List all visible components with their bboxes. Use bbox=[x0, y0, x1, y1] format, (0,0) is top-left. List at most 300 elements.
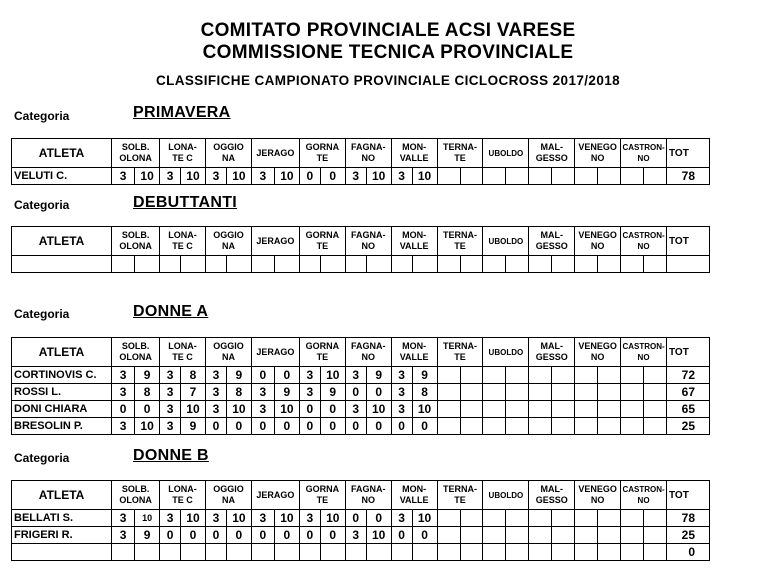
race-column-header bbox=[575, 338, 621, 367]
race-header-line2: OLONA bbox=[119, 241, 152, 251]
race-header-line2: GESSO bbox=[535, 495, 568, 505]
score-cell bbox=[226, 544, 251, 561]
score-cell: 3 bbox=[299, 384, 320, 401]
race-header-line2: NA bbox=[221, 153, 235, 163]
race-header-line2: GESSO bbox=[535, 352, 568, 362]
score-cell: 3 bbox=[391, 510, 412, 527]
score-cell bbox=[529, 367, 552, 384]
category-name-debuttanti: DEBUTTANTI bbox=[133, 194, 238, 211]
score-cell: 9 bbox=[180, 418, 205, 435]
race-header-line1: JERAGO bbox=[256, 489, 295, 500]
score-cell bbox=[483, 527, 506, 544]
score-cell: 8 bbox=[226, 384, 251, 401]
athlete-name-cell bbox=[12, 544, 112, 561]
score-cell bbox=[483, 510, 506, 527]
race-column-header bbox=[621, 338, 667, 367]
score-cell bbox=[180, 256, 205, 273]
score-cell: 0 bbox=[226, 527, 251, 544]
score-cell: 0 bbox=[274, 418, 299, 435]
score-cell: 0 bbox=[366, 384, 391, 401]
race-column-header bbox=[529, 227, 575, 256]
race-header-line1: JERAGO bbox=[256, 346, 295, 357]
table-row bbox=[12, 367, 710, 384]
race-column-header bbox=[621, 139, 667, 168]
race-header-line1: MON- bbox=[402, 142, 427, 152]
score-cell bbox=[506, 418, 529, 435]
score-cell: 3 bbox=[345, 367, 366, 384]
score-cell bbox=[644, 527, 667, 544]
score-cell bbox=[483, 256, 506, 273]
score-cell bbox=[412, 544, 437, 561]
score-cell: 10 bbox=[180, 401, 205, 418]
total-cell bbox=[666, 256, 709, 273]
race-header-line2: TE bbox=[316, 153, 329, 163]
score-cell bbox=[621, 510, 644, 527]
score-cell: 3 bbox=[299, 510, 320, 527]
total-column-header: TOT bbox=[666, 227, 709, 256]
score-cell: 0 bbox=[206, 418, 227, 435]
race-header-line1: FAGNA- bbox=[350, 230, 386, 240]
score-cell: 9 bbox=[366, 367, 391, 384]
score-cell: 10 bbox=[274, 168, 299, 185]
race-header-line1: CASTRON- bbox=[622, 143, 665, 152]
race-header-line1: OGGIO bbox=[213, 341, 244, 351]
race-header-line1: TERNA- bbox=[443, 341, 477, 351]
table-row bbox=[12, 168, 710, 185]
category-name-donne-a: DONNE A bbox=[133, 303, 209, 320]
score-cell: 0 bbox=[135, 401, 160, 418]
score-cell: 10 bbox=[274, 401, 299, 418]
score-cell bbox=[598, 384, 621, 401]
race-column-header bbox=[299, 139, 345, 168]
score-cell bbox=[506, 367, 529, 384]
table-header-row bbox=[12, 338, 710, 367]
category-name-primavera: PRIMAVERA bbox=[133, 104, 231, 121]
score-cell bbox=[437, 510, 460, 527]
score-cell: 3 bbox=[206, 168, 227, 185]
score-cell bbox=[529, 401, 552, 418]
race-column-header bbox=[345, 139, 391, 168]
race-column-header bbox=[251, 227, 299, 256]
race-header-line2: TE bbox=[454, 241, 466, 251]
race-column-header bbox=[621, 481, 667, 510]
score-cell bbox=[251, 256, 274, 273]
table-row bbox=[12, 544, 710, 561]
race-header-line1: GORNA bbox=[305, 142, 340, 152]
race-header-line2: TE C bbox=[172, 153, 193, 163]
race-header-line1: TERNA- bbox=[443, 142, 477, 152]
score-cell bbox=[160, 544, 181, 561]
score-cell bbox=[506, 384, 529, 401]
score-cell bbox=[460, 256, 483, 273]
score-cell bbox=[529, 256, 552, 273]
race-header-line1: VENEGO bbox=[578, 142, 617, 152]
race-header-line2: NO bbox=[637, 242, 650, 251]
race-column-header bbox=[575, 227, 621, 256]
score-cell: 9 bbox=[135, 367, 160, 384]
race-column-header bbox=[621, 227, 667, 256]
category-label: Categoria bbox=[14, 307, 70, 321]
score-cell: 8 bbox=[135, 384, 160, 401]
athlete-name-cell: FRIGERI R. bbox=[12, 527, 112, 544]
race-header-line1: GORNA bbox=[305, 230, 340, 240]
score-cell: 0 bbox=[206, 527, 227, 544]
score-cell bbox=[621, 544, 644, 561]
race-header-line2: NO bbox=[590, 153, 605, 163]
race-header-line1: TERNA- bbox=[443, 484, 477, 494]
score-cell bbox=[575, 384, 598, 401]
athlete-name-cell: CORTINOVIS C. bbox=[12, 367, 112, 384]
score-cell: 3 bbox=[251, 401, 274, 418]
score-cell bbox=[320, 544, 345, 561]
score-cell: 0 bbox=[299, 401, 320, 418]
race-column-header bbox=[391, 139, 437, 168]
race-column-header bbox=[206, 481, 252, 510]
score-cell bbox=[274, 256, 299, 273]
score-cell: 9 bbox=[226, 367, 251, 384]
score-cell bbox=[598, 401, 621, 418]
score-cell bbox=[391, 256, 412, 273]
score-cell: 3 bbox=[345, 168, 366, 185]
score-cell: 0 bbox=[274, 527, 299, 544]
score-cell: 9 bbox=[274, 384, 299, 401]
athlete-name-cell: ROSSI L. bbox=[12, 384, 112, 401]
race-header-line2: TE bbox=[316, 495, 329, 505]
race-column-header bbox=[437, 227, 483, 256]
table-row bbox=[12, 256, 710, 273]
total-cell: 78 bbox=[666, 510, 709, 527]
total-cell: 78 bbox=[666, 168, 709, 185]
race-header-line2: VALLE bbox=[399, 153, 429, 163]
score-cell bbox=[552, 256, 575, 273]
race-header-line1: VENEGO bbox=[578, 484, 617, 494]
score-cell: 0 bbox=[180, 527, 205, 544]
race-header-line1: LONA- bbox=[168, 230, 197, 240]
race-header-line2: TE C bbox=[172, 352, 193, 362]
score-cell bbox=[575, 527, 598, 544]
athlete-name-cell: BRESOLIN P. bbox=[12, 418, 112, 435]
race-header-line1: UBOLDO bbox=[488, 490, 524, 500]
race-header-line1: LONA- bbox=[168, 341, 197, 351]
score-cell: 10 bbox=[320, 367, 345, 384]
race-column-header bbox=[112, 227, 160, 256]
score-cell bbox=[552, 418, 575, 435]
score-cell bbox=[320, 256, 345, 273]
score-cell bbox=[135, 256, 160, 273]
score-cell: 0 bbox=[299, 418, 320, 435]
race-header-line2: NO bbox=[361, 495, 375, 505]
score-cell bbox=[552, 401, 575, 418]
race-header-line2: OLONA bbox=[119, 153, 152, 163]
score-cell bbox=[483, 401, 506, 418]
category-label: Categoria bbox=[14, 198, 70, 212]
score-cell: 7 bbox=[180, 384, 205, 401]
score-cell bbox=[621, 384, 644, 401]
race-column-header bbox=[206, 338, 252, 367]
score-cell: 3 bbox=[391, 168, 412, 185]
score-cell bbox=[460, 168, 483, 185]
score-cell: 0 bbox=[345, 418, 366, 435]
race-column-header bbox=[160, 338, 206, 367]
race-header-line1: SOLB. bbox=[121, 341, 150, 351]
score-cell bbox=[180, 544, 205, 561]
score-cell bbox=[621, 367, 644, 384]
score-cell: 3 bbox=[206, 367, 227, 384]
race-column-header bbox=[437, 338, 483, 367]
score-cell bbox=[506, 544, 529, 561]
score-cell: 0 bbox=[251, 367, 274, 384]
table-header-row bbox=[12, 227, 710, 256]
total-cell: 25 bbox=[666, 527, 709, 544]
score-cell bbox=[552, 168, 575, 185]
score-cell: 0 bbox=[251, 418, 274, 435]
score-cell: 3 bbox=[112, 510, 135, 527]
race-column-header bbox=[345, 227, 391, 256]
score-cell: 3 bbox=[160, 384, 181, 401]
score-cell bbox=[575, 367, 598, 384]
score-cell: 10 bbox=[135, 418, 160, 435]
score-cell bbox=[529, 168, 552, 185]
athlete-name-cell: DONI CHIARA bbox=[12, 401, 112, 418]
score-cell: 3 bbox=[345, 401, 366, 418]
race-header-line2: NA bbox=[221, 495, 235, 505]
score-cell: 0 bbox=[274, 367, 299, 384]
score-cell bbox=[460, 401, 483, 418]
score-cell bbox=[437, 418, 460, 435]
score-cell bbox=[437, 256, 460, 273]
score-cell bbox=[575, 418, 598, 435]
score-cell bbox=[460, 418, 483, 435]
score-cell bbox=[598, 418, 621, 435]
score-cell bbox=[506, 168, 529, 185]
score-cell bbox=[598, 510, 621, 527]
score-cell: 0 bbox=[391, 527, 412, 544]
score-cell bbox=[437, 168, 460, 185]
score-cell: 10 bbox=[366, 527, 391, 544]
race-header-line1: MON- bbox=[402, 484, 427, 494]
race-column-header bbox=[345, 338, 391, 367]
score-cell bbox=[598, 544, 621, 561]
athlete-column-header: ATLETA bbox=[12, 481, 112, 510]
score-cell bbox=[644, 168, 667, 185]
committee-title: COMITATO PROVINCIALE ACSI VARESE bbox=[200, 20, 576, 41]
race-header-line1: LONA- bbox=[168, 484, 197, 494]
table-header-row bbox=[12, 139, 710, 168]
score-cell bbox=[226, 256, 251, 273]
athlete-name-cell bbox=[12, 256, 112, 273]
table-row bbox=[12, 384, 710, 401]
athlete-name-cell: VELUTI C. bbox=[12, 168, 112, 185]
race-column-header bbox=[160, 227, 206, 256]
race-header-line1: UBOLDO bbox=[488, 347, 524, 357]
score-cell: 3 bbox=[160, 401, 181, 418]
score-cell bbox=[575, 256, 598, 273]
total-cell: 67 bbox=[666, 384, 709, 401]
score-cell bbox=[506, 527, 529, 544]
race-header-line2: NO bbox=[590, 241, 605, 251]
score-cell bbox=[251, 544, 274, 561]
race-column-header bbox=[206, 139, 252, 168]
score-cell: 9 bbox=[320, 384, 345, 401]
race-header-line1: MAL- bbox=[540, 142, 564, 152]
score-cell: 10 bbox=[412, 510, 437, 527]
score-cell: 0 bbox=[160, 527, 181, 544]
race-column-header bbox=[529, 139, 575, 168]
race-column-header bbox=[345, 481, 391, 510]
race-header-line2: NO bbox=[637, 353, 650, 362]
score-cell: 3 bbox=[299, 367, 320, 384]
score-cell: 10 bbox=[226, 168, 251, 185]
race-header-line1: JERAGO bbox=[256, 147, 295, 158]
score-cell bbox=[644, 367, 667, 384]
race-header-line1: UBOLDO bbox=[488, 236, 524, 246]
score-cell: 0 bbox=[412, 527, 437, 544]
score-cell: 10 bbox=[226, 510, 251, 527]
score-cell: 9 bbox=[135, 527, 160, 544]
race-column-header bbox=[299, 338, 345, 367]
score-cell bbox=[621, 418, 644, 435]
race-header-line2: GESSO bbox=[535, 153, 568, 163]
race-header-line1: GORNA bbox=[305, 341, 340, 351]
score-cell: 10 bbox=[274, 510, 299, 527]
table-row bbox=[12, 510, 710, 527]
score-cell: 10 bbox=[366, 401, 391, 418]
race-header-line1: MAL- bbox=[540, 230, 564, 240]
results-table-donne-b bbox=[11, 480, 710, 561]
race-column-header bbox=[437, 481, 483, 510]
score-cell bbox=[529, 418, 552, 435]
score-cell bbox=[644, 401, 667, 418]
score-cell bbox=[644, 384, 667, 401]
score-cell bbox=[598, 256, 621, 273]
score-cell bbox=[437, 527, 460, 544]
race-header-line2: NA bbox=[221, 241, 235, 251]
results-table-debuttanti bbox=[11, 226, 710, 273]
race-header-line1: OGGIO bbox=[213, 230, 244, 240]
total-column-header: TOT bbox=[666, 481, 709, 510]
table-row bbox=[12, 401, 710, 418]
race-header-line1: LONA- bbox=[168, 142, 197, 152]
score-cell: 3 bbox=[160, 168, 181, 185]
race-header-line1: MON- bbox=[402, 341, 427, 351]
race-column-header bbox=[112, 338, 160, 367]
score-cell: 3 bbox=[391, 401, 412, 418]
score-cell bbox=[529, 510, 552, 527]
score-cell bbox=[299, 544, 320, 561]
commission-title: COMMISSIONE TECNICA PROVINCIALE bbox=[202, 42, 574, 63]
score-cell bbox=[206, 544, 227, 561]
race-header-line1: VENEGO bbox=[578, 341, 617, 351]
score-cell bbox=[135, 544, 160, 561]
score-cell: 3 bbox=[206, 401, 227, 418]
score-cell bbox=[552, 527, 575, 544]
score-cell: 3 bbox=[391, 367, 412, 384]
race-header-line2: NO bbox=[361, 241, 375, 251]
race-header-line2: VALLE bbox=[399, 241, 429, 251]
score-cell: 0 bbox=[320, 527, 345, 544]
score-cell bbox=[345, 544, 366, 561]
score-cell bbox=[644, 544, 667, 561]
score-cell bbox=[529, 527, 552, 544]
score-cell: 0 bbox=[391, 418, 412, 435]
race-header-line1: OGGIO bbox=[213, 484, 244, 494]
race-header-line2: NO bbox=[637, 496, 650, 505]
race-header-line2: GESSO bbox=[535, 241, 568, 251]
race-header-line1: SOLB. bbox=[121, 484, 150, 494]
race-column-header bbox=[112, 139, 160, 168]
score-cell bbox=[506, 401, 529, 418]
score-cell: 0 bbox=[320, 418, 345, 435]
category-name-donne-b: DONNE B bbox=[133, 447, 209, 464]
score-cell: 3 bbox=[251, 168, 274, 185]
athlete-name-cell: BELLATI S. bbox=[12, 510, 112, 527]
category-label: Categoria bbox=[14, 451, 70, 465]
score-cell: 0 bbox=[299, 168, 320, 185]
race-column-header bbox=[483, 227, 529, 256]
score-cell: 8 bbox=[412, 384, 437, 401]
score-cell bbox=[112, 256, 135, 273]
score-cell: 3 bbox=[251, 384, 274, 401]
score-cell: 10 bbox=[135, 168, 160, 185]
score-cell: 3 bbox=[112, 418, 135, 435]
score-cell bbox=[274, 544, 299, 561]
total-cell: 72 bbox=[666, 367, 709, 384]
race-header-line2: OLONA bbox=[119, 352, 152, 362]
score-cell bbox=[483, 367, 506, 384]
race-column-header bbox=[529, 481, 575, 510]
score-cell: 10 bbox=[226, 401, 251, 418]
score-cell bbox=[506, 256, 529, 273]
score-cell bbox=[529, 544, 552, 561]
score-cell bbox=[483, 418, 506, 435]
race-column-header bbox=[160, 139, 206, 168]
race-header-line1: CASTRON- bbox=[622, 485, 665, 494]
race-column-header bbox=[483, 481, 529, 510]
athlete-column-header: ATLETA bbox=[12, 227, 112, 256]
score-cell bbox=[598, 367, 621, 384]
race-column-header bbox=[575, 481, 621, 510]
race-column-header bbox=[112, 481, 160, 510]
score-cell bbox=[483, 384, 506, 401]
score-cell bbox=[460, 510, 483, 527]
race-header-line2: NO bbox=[637, 154, 650, 163]
race-header-line1: UBOLDO bbox=[488, 148, 524, 158]
score-cell bbox=[529, 384, 552, 401]
score-cell bbox=[644, 418, 667, 435]
total-cell: 0 bbox=[666, 544, 709, 561]
score-cell: 0 bbox=[112, 401, 135, 418]
score-cell: 0 bbox=[320, 401, 345, 418]
race-header-line1: VENEGO bbox=[578, 230, 617, 240]
score-cell bbox=[552, 384, 575, 401]
score-cell: 10 bbox=[412, 401, 437, 418]
race-header-line1: MAL- bbox=[540, 484, 564, 494]
race-header-line1: FAGNA- bbox=[350, 484, 386, 494]
race-header-line1: MON- bbox=[402, 230, 427, 240]
score-cell bbox=[437, 384, 460, 401]
race-header-line2: TE C bbox=[172, 495, 193, 505]
score-cell: 0 bbox=[345, 510, 366, 527]
race-column-header bbox=[251, 338, 299, 367]
score-cell bbox=[412, 256, 437, 273]
race-header-line2: TE bbox=[316, 241, 329, 251]
score-cell: 3 bbox=[206, 510, 227, 527]
score-cell bbox=[206, 256, 227, 273]
race-header-line2: TE bbox=[454, 153, 466, 163]
table-header-row bbox=[12, 481, 710, 510]
score-cell bbox=[460, 384, 483, 401]
score-cell bbox=[506, 510, 529, 527]
